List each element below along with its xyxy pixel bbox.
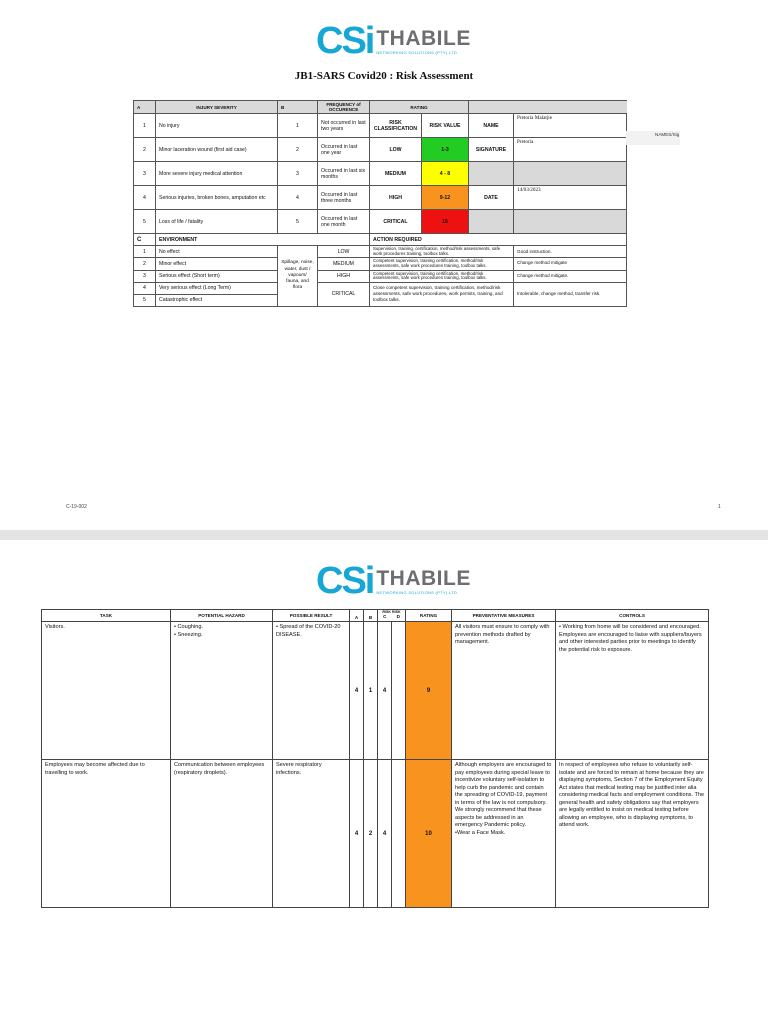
date-label: DATE [469, 186, 514, 210]
a-header: A [350, 610, 364, 622]
task-cell: Employees may become affected due to travelling to work. [42, 760, 171, 908]
risk-classification: MEDIUM [370, 162, 422, 186]
injury-severity-header: INJURY SEVERITY [156, 101, 278, 114]
risk-value: 9-12 [422, 186, 469, 210]
action-level: CRITICAL [318, 282, 370, 306]
action-text: Competent supervision, training certification, method/risk assessments, safe work procedures training, toolbox talks. [370, 258, 514, 270]
c-value: 4 [378, 622, 392, 760]
hazard-table [41, 609, 709, 908]
env-text: Minor effect [156, 258, 278, 270]
task-header: TASK [42, 610, 171, 622]
action-required-header: ACTION REQUIRED [370, 234, 627, 246]
action-text: Close competent supervision, training certification, method/risk assessments, safe work procedures, work permits, training, and toolbox talks. [370, 282, 514, 306]
hazard-header: POTENTIAL HAZARD [171, 610, 273, 622]
hazard-cell [171, 622, 273, 760]
measures-text: Although employers are encouraged to pay employees during special leave to incentivize voluntary self-isolation to help curb the pandemic and contain the spreading of COVID-19, payment in terms of the law is not compulsory. We strongly recommend that these aspects be addressed in an emergency Pandemic policy. [455, 762, 552, 829]
blank-cell [514, 210, 627, 234]
page-number: 1 [718, 504, 721, 510]
risk-classification: CRITICAL [370, 210, 422, 234]
risk-top-header: RISK RISK [382, 610, 401, 615]
env-text: Very serious effect (Long Term) [156, 282, 278, 294]
signature-label: SIGNATURE [469, 138, 514, 162]
measures-header: PREVENTATIVE MEASURES [452, 610, 556, 622]
severity-text: No injury [156, 114, 278, 138]
severity-num: 4 [134, 186, 156, 210]
logo-tagline: NETWORKING SOLUTIONS (PTY) LTD [376, 589, 458, 595]
c-value: 4 [378, 760, 392, 908]
d-value [392, 760, 406, 908]
env-num: 4 [134, 282, 156, 294]
logo-mark: CSi [316, 20, 374, 62]
frequency-num: 4 [278, 186, 318, 210]
action-note: Good instruction. [514, 246, 627, 258]
frequency-num: 1 [278, 114, 318, 138]
env-num: 1 [134, 246, 156, 258]
blank-cell [469, 162, 514, 186]
action-note: Change method mitigate. [514, 270, 627, 282]
env-num: 5 [134, 294, 156, 306]
env-text: Serious effect (Short term) [156, 270, 278, 282]
rating-value: 10 [406, 760, 452, 908]
hazard-item: Communication between employees (respiratory droplets). [174, 762, 265, 776]
risk-classification-header: RISK CLASSIFICATION [370, 114, 422, 138]
action-level: MEDIUM [318, 258, 370, 270]
c-header: C [383, 614, 387, 619]
severity-text: Minor laceration wound (first aid case) [156, 138, 278, 162]
logo-tagline: NETWORKING SOLUTIONS (PTY) LTD [376, 49, 458, 55]
d-header: D [396, 614, 400, 619]
a-value: 4 [350, 622, 364, 760]
severity-text: More severe injury medical attention [156, 162, 278, 186]
risk-value-header: RISK VALUE [422, 114, 469, 138]
frequency-text: Occurred in last one year [318, 138, 370, 162]
date-value: 14/03/2023 [514, 186, 627, 210]
risk-value: 1-3 [422, 138, 469, 162]
measures-extra: •Wear a Face Mask. [455, 829, 506, 836]
footer-code: C-19-002 [66, 504, 87, 510]
measures-cell [452, 760, 556, 908]
rating-header: RATING [406, 610, 452, 622]
frequency-text: Occurred in last three months [318, 186, 370, 210]
env-num: 2 [134, 258, 156, 270]
rating-header: RATING [370, 101, 469, 114]
page-separator [0, 530, 768, 540]
blank-cell [469, 210, 514, 234]
document-title: JB1-SARS Covid20 : Risk Assessment [294, 70, 474, 82]
controls-cell: In respect of employees who refuse to voluntarily self-isolate and are forced to remain at home because they are displaying symptoms, Section 7 of the Employment Equity Act states that medical testing may be justified inter alia considering medical facts and employment conditions. The general health and safety obligations say that employers are legally entitled to insist on medical testing before allowing an employee, who is displaying symptoms, to attend work. [556, 760, 709, 908]
section-a-letter: A [134, 101, 156, 114]
risk-classification: HIGH [370, 186, 422, 210]
env-text: Catastrophic effect [156, 294, 278, 306]
severity-num: 5 [134, 210, 156, 234]
severity-text: Serious injuries, broken bones, amputation etc [156, 186, 278, 210]
frequency-header: FREQUENCY of OCCURENCE [318, 101, 370, 114]
action-note: Change method mitigate [514, 258, 627, 270]
hazard-item: • Sneezing. [174, 631, 203, 638]
d-value [392, 622, 406, 760]
result-cell: Severe respiratory infections. [273, 760, 350, 908]
signature-value: Pretoria [514, 138, 627, 162]
frequency-text: Not occurred in last two years [318, 114, 370, 138]
risk-matrix-table [133, 100, 627, 307]
company-logo [316, 562, 471, 600]
frequency-num: 5 [278, 210, 318, 234]
logo-name: THABILE [376, 566, 471, 590]
env-num: 3 [134, 270, 156, 282]
cd-labels [378, 615, 405, 620]
risk-value: 15 [422, 210, 469, 234]
controls-header: CONTROLS [556, 610, 709, 622]
names-extra-label: NAMES/Sig [655, 132, 680, 137]
controls-cell: • Working from home will be considered and encouraged. Employees are encouraged to liaise with suppliers/buyers and other interested parties prior to meetings to identify the potential risk to exposure. [556, 622, 709, 760]
env-examples: Spillage, noise, water, dust / vapours/ fauna, and flora [278, 246, 318, 307]
company-logo [316, 22, 471, 60]
logo-name: THABILE [376, 26, 471, 50]
action-level: HIGH [318, 270, 370, 282]
action-note: Intolerable, change method, transfer risk. [514, 282, 627, 306]
severity-num: 3 [134, 162, 156, 186]
frequency-text: Occurred in last six months [318, 162, 370, 186]
b-value: 2 [364, 760, 378, 908]
b-header: B [364, 610, 378, 622]
env-text: No effect [156, 246, 278, 258]
blank-cell [514, 162, 627, 186]
measures-cell: All visitors must ensure to comply with prevention methods drafted by management. [452, 622, 556, 760]
action-text: Competent supervision, training certification, method/risk assessments, safe work procedures training, toolbox talks. [370, 270, 514, 282]
hazard-cell [171, 760, 273, 908]
result-cell: • Spread of the COVID-20 DISEASE. [273, 622, 350, 760]
a-value: 4 [350, 760, 364, 908]
logo-mark: CSi [316, 560, 374, 602]
risk-value: 4 - 8 [422, 162, 469, 186]
hazard-item: • Coughing. [174, 624, 204, 630]
action-text: Supervision, training, certification, method/risk assessments, safe work procedures training, toolbox talks. [370, 246, 514, 258]
table-row [42, 622, 709, 760]
task-cell: Visitors. [42, 622, 171, 760]
rating-header-spacer [469, 101, 627, 114]
cd-header [378, 610, 406, 622]
section-b-letter: B [278, 101, 318, 114]
frequency-num: 3 [278, 162, 318, 186]
severity-num: 1 [134, 114, 156, 138]
name-value: Pretoria Malatjie [514, 114, 627, 138]
rating-value: 9 [406, 622, 452, 760]
severity-num: 2 [134, 138, 156, 162]
frequency-text: Occurred in last one month [318, 210, 370, 234]
environment-header: ENVIRONMENT [156, 234, 370, 246]
action-level: LOW [318, 246, 370, 258]
severity-text: Loss of life / fatality [156, 210, 278, 234]
table-row [42, 760, 709, 908]
risk-classification: LOW [370, 138, 422, 162]
name-label: NAME [469, 114, 514, 138]
section-c-letter: C [134, 234, 156, 246]
b-value: 1 [364, 622, 378, 760]
result-header: POSSIBLE RESULT [273, 610, 350, 622]
frequency-num: 2 [278, 138, 318, 162]
